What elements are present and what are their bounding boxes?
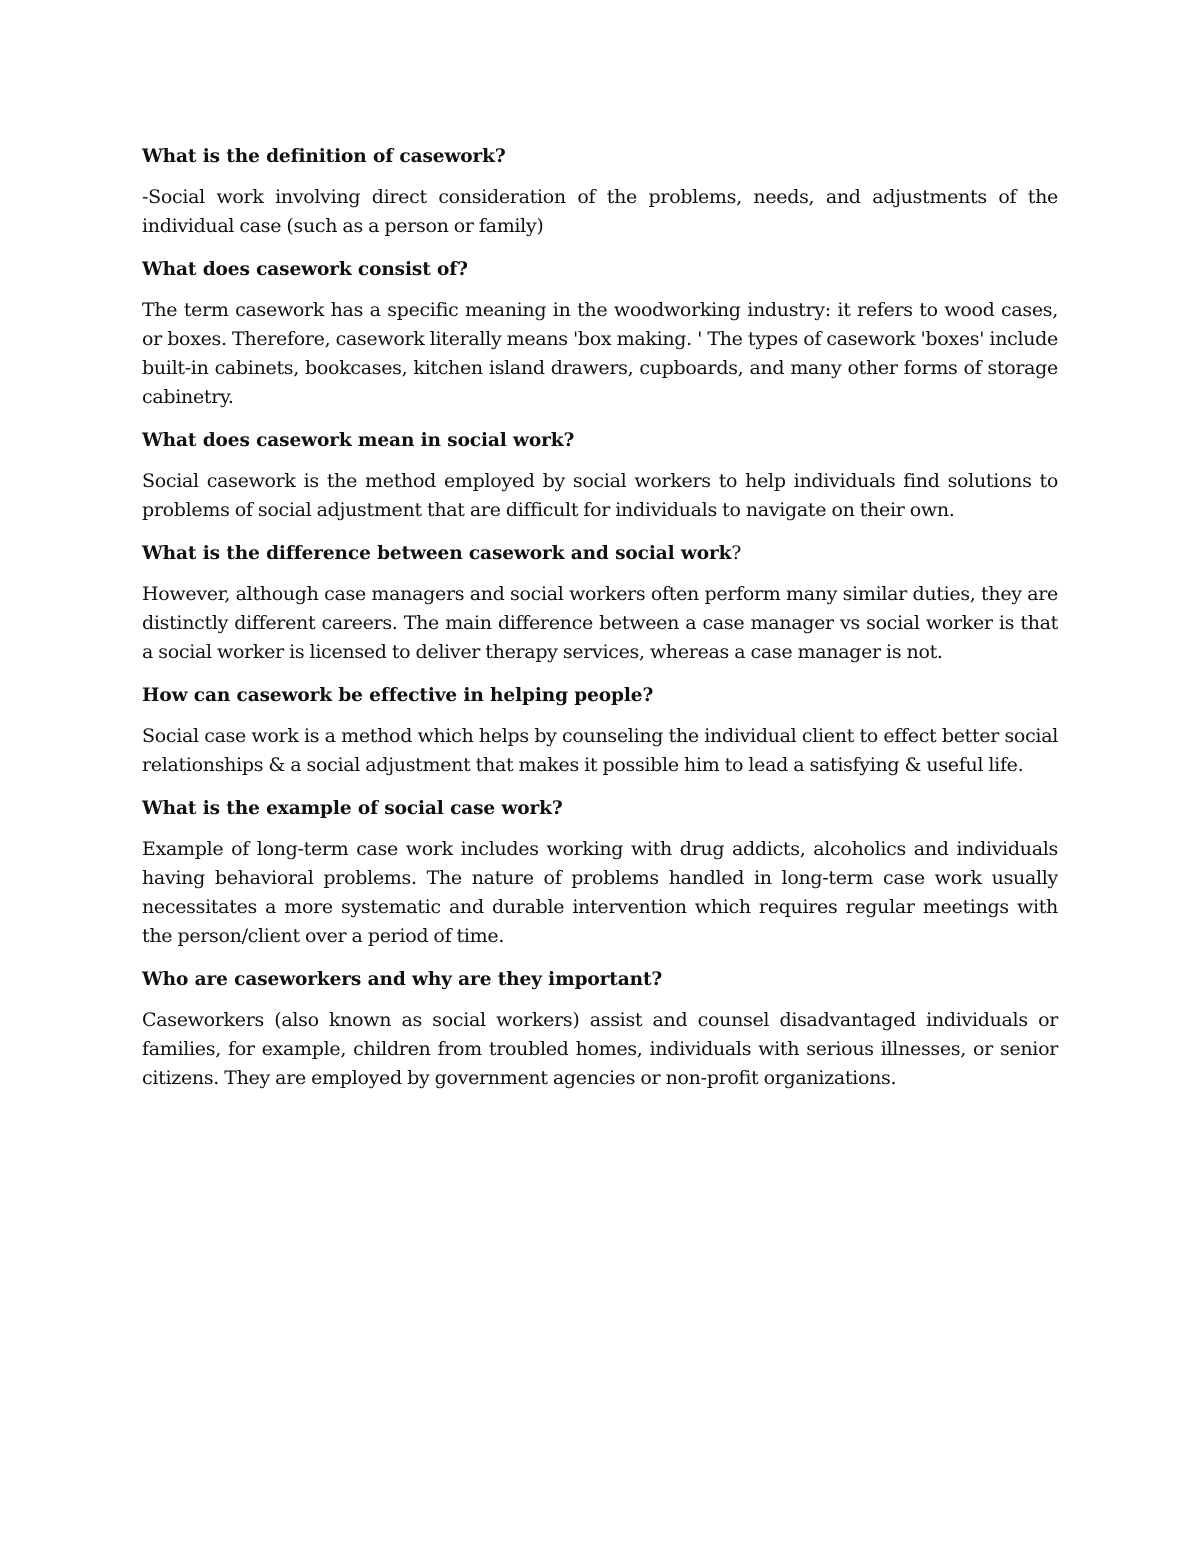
question-heading: How can casework be effective in helping people? [142, 685, 654, 706]
question-heading: What does casework mean in social work? [142, 430, 575, 451]
answer-paragraph: Example of long-term case work includes working with drug addicts, alcoholics and individuals having behavioral problems. The nature of problems handled in long-term case work usually necessitates a more systematic and durable intervention which requires regular meetings with the person/client over a period of time. [142, 838, 1058, 947]
qa-section-caseworkers [142, 965, 1058, 1093]
question-heading: What is the difference between casework and social work? [142, 543, 742, 564]
qa-section-consist [142, 255, 1058, 412]
answer-paragraph: However, although case managers and social workers often perform many similar duties, they are distinctly different careers. The main difference between a case manager vs social worker is that a social worker is licensed to deliver therapy services, whereas a case manager is not. [142, 583, 1058, 663]
qa-section-difference [142, 539, 1058, 667]
document-page [142, 142, 1058, 1107]
answer-paragraph: -Social work involving direct consideration of the problems, needs, and adjustments of the individual case (such as a person or family) [142, 186, 1058, 237]
answer-paragraph: Caseworkers (also known as social workers) assist and counsel disadvantaged individuals or families, for example, children from troubled homes, individuals with serious illnesses, or senior citizens. They are employed by government agencies or non-profit organizations. [142, 1009, 1058, 1089]
question-heading: Who are caseworkers and why are they important? [142, 969, 663, 990]
question-heading: What is the example of social case work? [142, 798, 563, 819]
question-heading: What does casework consist of? [142, 259, 468, 280]
qa-section-definition [142, 142, 1058, 241]
qa-section-example [142, 794, 1058, 951]
qa-section-meaning [142, 426, 1058, 525]
question-heading: What is the definition of casework? [142, 146, 506, 167]
answer-paragraph: Social case work is a method which helps by counseling the individual client to effect better social relationships & a social adjustment that makes it possible him to lead a satisfying & useful life. [142, 725, 1058, 776]
answer-paragraph: Social casework is the method employed by social workers to help individuals find solutions to problems of social adjustment that are difficult for individuals to navigate on their own. [142, 470, 1058, 521]
qa-section-effective [142, 681, 1058, 780]
answer-paragraph: The term casework has a specific meaning in the woodworking industry: it refers to wood cases, or boxes. Therefore, casework literally means 'box making. ' The types of casework 'boxes' include built-in cabinets, bookcases, kitchen island drawers, cupboards, and many other forms of storage cabinetry. [142, 299, 1058, 408]
